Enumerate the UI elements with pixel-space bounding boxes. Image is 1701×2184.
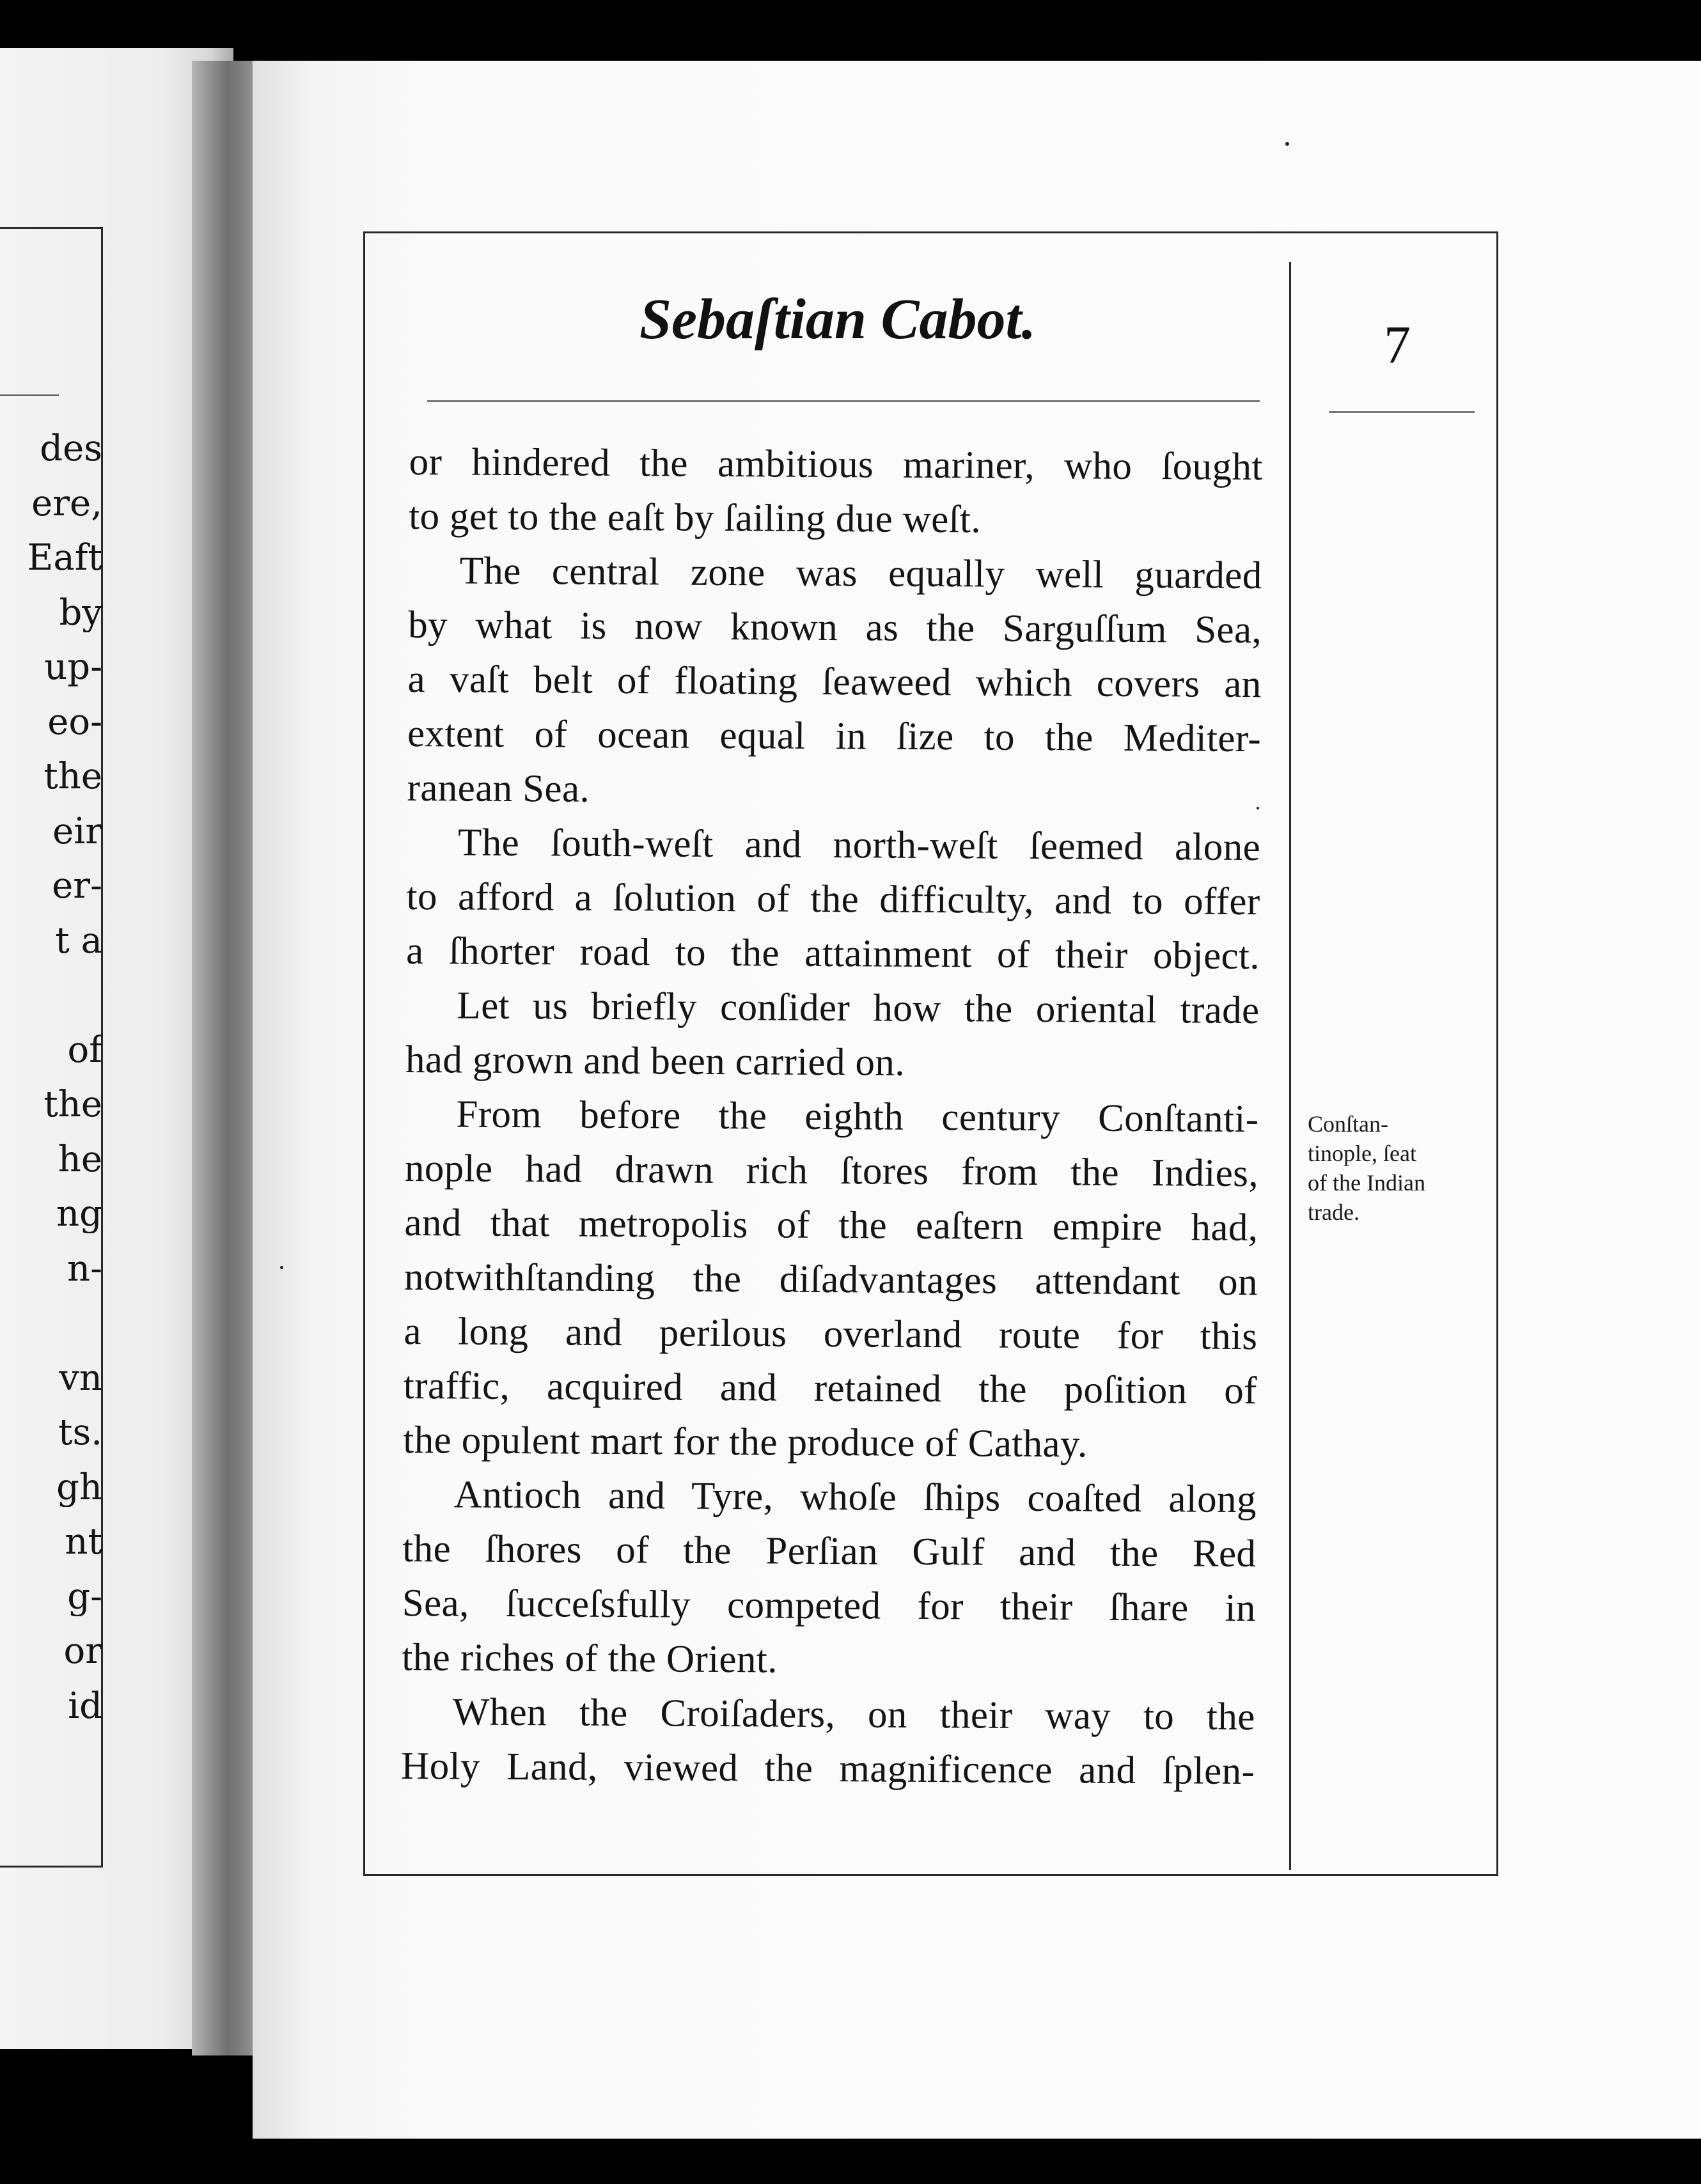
text-line: nople had drawn rich ſtores from the Indies, (404, 1146, 1259, 1196)
text-line: Let us briefly conſider how the oriental trade (457, 984, 1260, 1033)
previous-page-fragment: the (43, 758, 102, 796)
previous-page-fragment: eo- (47, 703, 102, 742)
text-line: a ſhorter road to the attainment of their object. (405, 929, 1260, 978)
dust-speck (1285, 142, 1289, 146)
previous-page-fragment: ere, (31, 484, 102, 523)
margin-note (1308, 1109, 1487, 1227)
running-head-rule (427, 400, 1260, 402)
previous-page-fragment: of (67, 1031, 102, 1070)
dust-speck (1257, 807, 1259, 809)
text-line: by what is now known as the Sarguſſum Sea, (407, 603, 1262, 652)
margin-note-line: of the Indian (1308, 1170, 1425, 1196)
margin-column-divider (1289, 262, 1291, 1870)
margin-note-line: tinople, ſeat (1308, 1141, 1416, 1166)
previous-page-fragment: des (40, 430, 102, 468)
page-number-rule (1329, 411, 1475, 413)
text-line: traffic, acquired and retained the poſition of (403, 1364, 1258, 1413)
text-line: had grown and been carried on. (405, 1038, 905, 1084)
previous-page-fragment: id (68, 1687, 102, 1726)
running-head: Sebaſtian Cabot. (639, 288, 1037, 351)
text-line: and that metropolis of the eaſtern empire had, (404, 1201, 1258, 1250)
text-line: The ſouth-weſt and north-weſt ſeemed alone (457, 821, 1261, 870)
previous-page-fragment: er- (52, 867, 102, 905)
previous-page-fragment: gh (56, 1468, 102, 1507)
text-line: a vaſt belt of floating ſeaweed which covers an (407, 657, 1262, 706)
previous-page-fragment: Eaft (27, 539, 102, 577)
text-line: the riches of the Orient. (402, 1635, 778, 1681)
text-line: When the Croiſaders, on their way to the (452, 1690, 1255, 1739)
previous-page-fragment: nt (65, 1523, 102, 1561)
previous-page-fragment: ts. (58, 1414, 102, 1452)
margin-note-line: Conſtan- (1308, 1111, 1388, 1137)
dust-speck (280, 1266, 283, 1269)
previous-page-fragment: g- (67, 1577, 102, 1616)
text-line: to get to the eaſt by ſailing due weſt. (409, 494, 982, 542)
text-line: the ſhores of the Perſian Gulf and the Red (402, 1527, 1257, 1576)
text-line: the opulent mart for the produce of Cathay. (403, 1418, 1088, 1466)
text-line: From before the eighth century Conſtanti- (456, 1093, 1259, 1141)
text-line: ranean Sea. (407, 766, 590, 811)
text-line: extent of ocean equal in ſize to the Mediter- (407, 712, 1262, 761)
previous-page-fragment: the (43, 1086, 102, 1124)
previous-page-rule (0, 394, 59, 396)
previous-page-fragment: or (63, 1632, 102, 1671)
previous-page-fragment: eir (52, 812, 102, 851)
text-line: notwithſtanding the diſadvantages attendant on (404, 1255, 1258, 1304)
text-line: Holy Land, viewed the magnificence and ſplen- (401, 1744, 1255, 1793)
text-line: Antioch and Tyre, whoſe ſhips coaſted along (453, 1473, 1257, 1522)
text-line: a long and perilous overland route for this (404, 1309, 1258, 1359)
margin-note-line: trade. (1308, 1199, 1360, 1225)
previous-page-fragment: t a (55, 921, 102, 960)
previous-page-fragment: by (59, 593, 102, 632)
text-line: or hindered the ambitious mariner, who ſought (409, 440, 1263, 489)
body-text (401, 435, 1263, 1798)
previous-page-fragment: up- (44, 648, 102, 687)
previous-page-fragment: n- (67, 1249, 102, 1288)
text-line: to afford a ſolution of the difficulty, and to offer (406, 875, 1260, 924)
text-line: The central zone was equally well guarded (459, 549, 1262, 598)
text-line: Sea, ſucceſsfully competed for their ſhare in (402, 1581, 1257, 1630)
previous-page-fragment: vn (59, 1359, 102, 1398)
previous-page-fragment: ng (56, 1195, 102, 1233)
page-number: 7 (1384, 315, 1411, 375)
previous-page-fragment: he (58, 1140, 102, 1179)
